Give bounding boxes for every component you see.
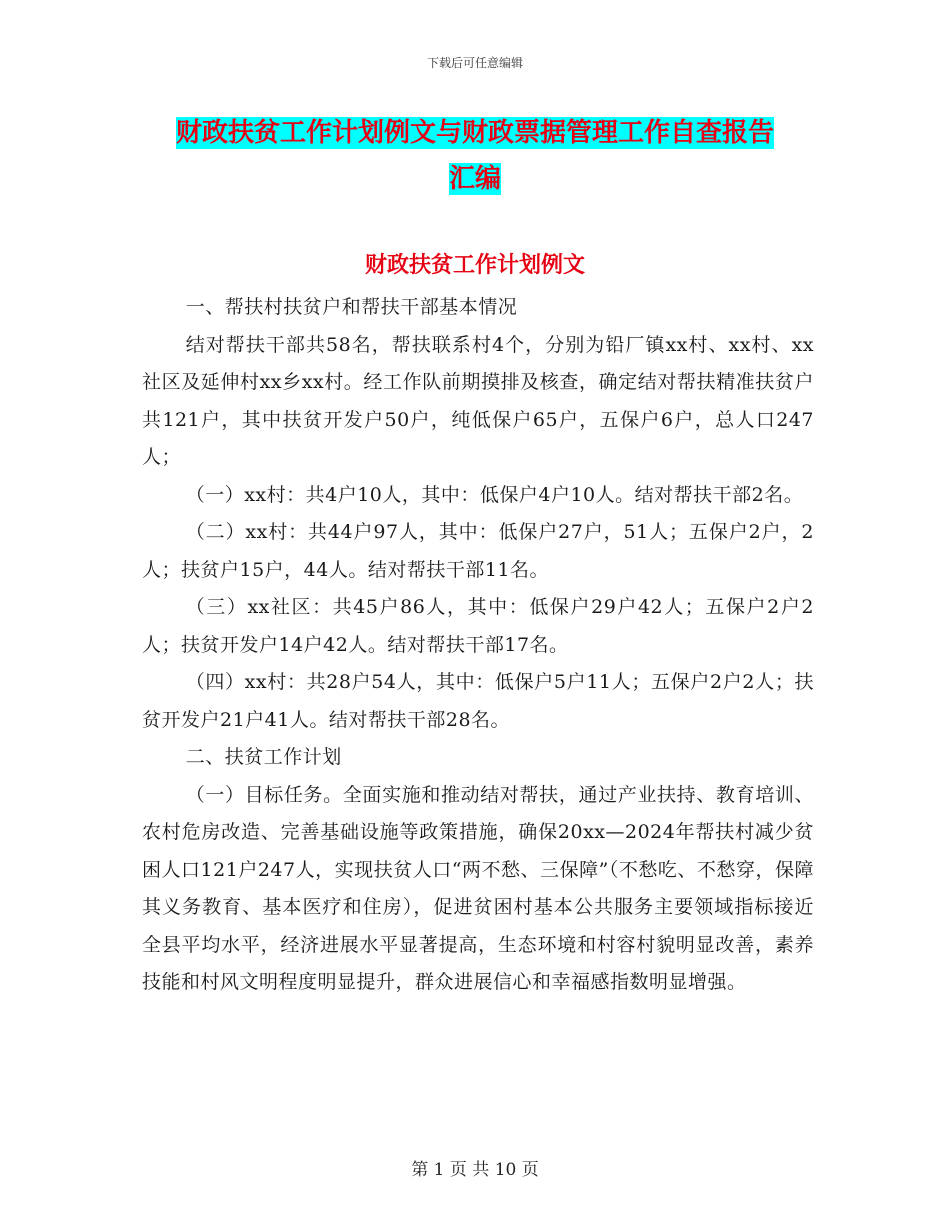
document-title bbox=[142, 110, 808, 202]
document-title-line1: 财政扶贫工作计划例文与财政票据管理工作自查报告 bbox=[175, 118, 774, 148]
section-title: 财政扶贫工作计划例文 bbox=[364, 253, 585, 278]
document-body bbox=[142, 289, 814, 1002]
paragraph: （一）xx村：共4户10人，其中：低保户4户10人。结对帮扶干部2名。 bbox=[185, 483, 804, 506]
paragraph-heading-1: 一、帮扶村扶贫户和帮扶干部基本情况 bbox=[185, 296, 518, 318]
paragraph-heading-2: 二、扶贫工作计划 bbox=[185, 746, 342, 768]
header-note: 下载后可任意编辑 bbox=[426, 56, 523, 70]
paragraph: （三）xx社区：共45户86人，其中：低保户29户42人；五保户2户2人；扶贫开发户14户42人。结对帮扶干部17名。 bbox=[142, 596, 814, 656]
paragraph: （一）目标任务。全面实施和推动结对帮扶，通过产业扶持、教育培训、农村危房改造、完善基础设施等政策措施，确保20xx—2024年帮扶村减少贫困人口121户247人，实现扶贫人口“两不愁、三保障”（不愁吃、不愁穿，保障其义务教育、基本医疗和住房），促进贫困村基本公共服务主要领域指标接近全县平均水平，经济进展水平显著提高，生态环境和村容村貌明显改善，素养技能和村风文明程度明显提升，群众进展信心和幸福感指数明显增强。 bbox=[142, 783, 814, 993]
paragraph: 结对帮扶干部共58名，帮扶联系村4个，分别为铅厂镇xx村、xx村、xx社区及延伸村xx乡xx村。经工作队前期摸排及核查，确定结对帮扶精准扶贫户共121户，其中扶贫开发户50户，纯低保户65户，五保户6户，总人口247人； bbox=[142, 333, 814, 468]
page-footer: 第 1 页 共 10 页 bbox=[411, 1160, 539, 1180]
document-title-line2: 汇编 bbox=[448, 164, 501, 194]
paragraph: （二）xx村：共44户97人，其中：低保户27户，51人；五保户2户，2人；扶贫户15户，44人。结对帮扶干部11名。 bbox=[142, 521, 814, 581]
paragraph: （四）xx村：共28户54人，其中：低保户5户11人；五保户2户2人；扶贫开发户21户41人。结对帮扶干部28名。 bbox=[142, 671, 814, 731]
